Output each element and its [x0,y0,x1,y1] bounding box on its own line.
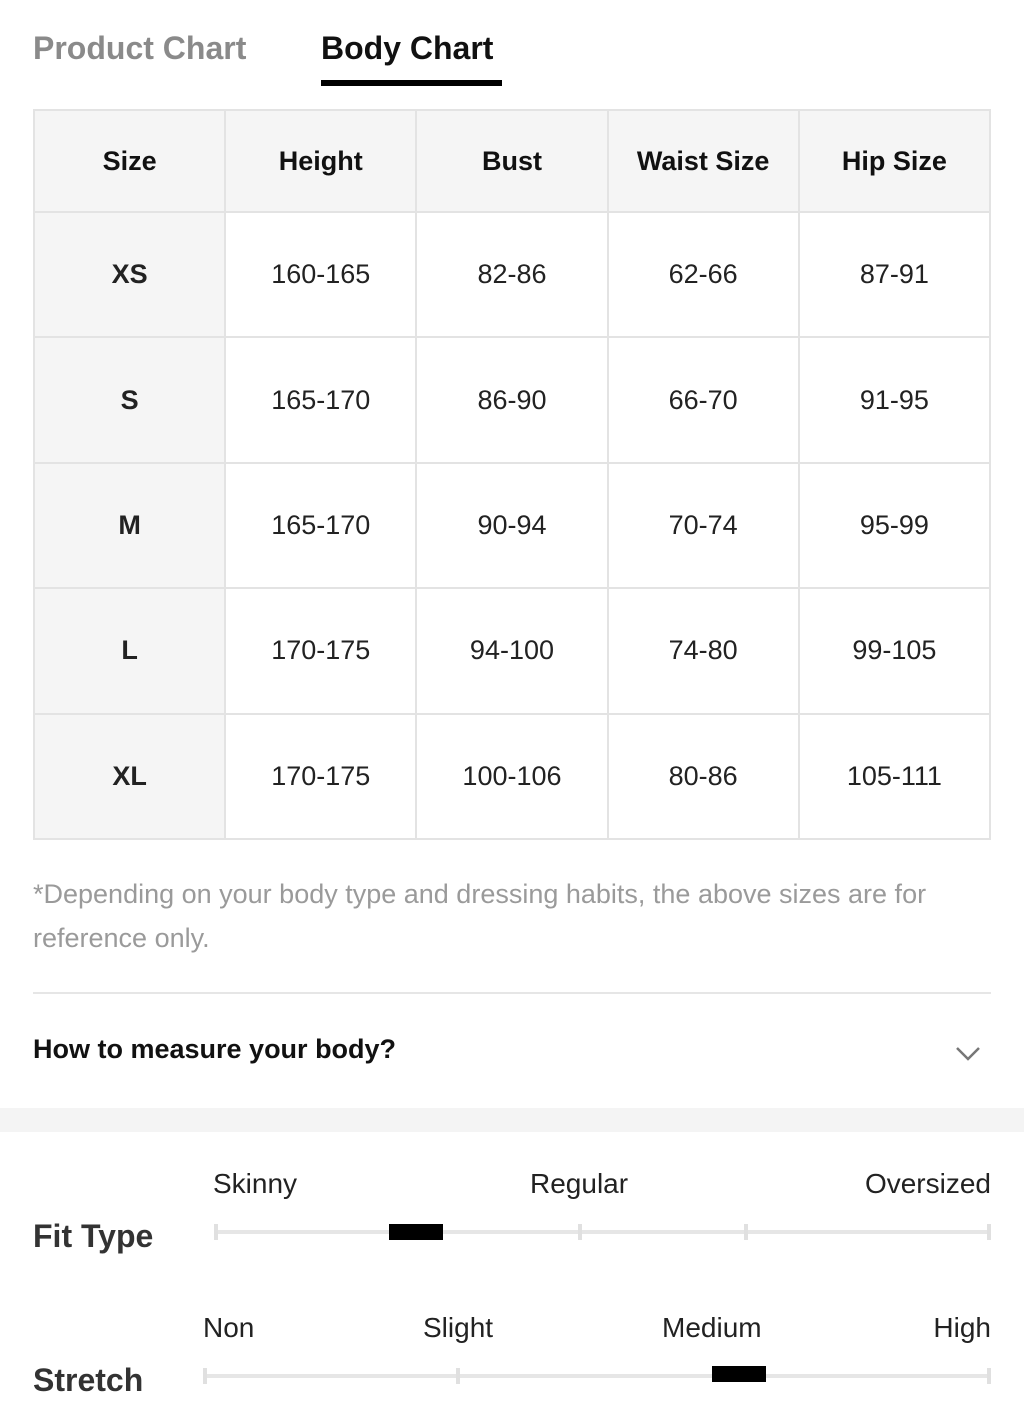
header-size: Size [34,110,225,212]
height-cell: 160-165 [225,212,416,337]
chevron-down-icon [953,1038,983,1068]
table-row [34,212,990,337]
tab-body-chart[interactable]: Body Chart [321,30,494,66]
bust-cell: 90-94 [416,463,607,588]
stretch-scale [33,1312,991,1422]
bust-cell: 86-90 [416,337,607,462]
hip-cell: 99-105 [799,588,990,713]
stretch-tick [987,1368,991,1384]
header-bust: Bust [416,110,607,212]
size-cell: XS [34,212,225,337]
height-cell: 165-170 [225,463,416,588]
fit-label-regular: Regular [530,1168,629,1199]
size-cell: S [34,337,225,462]
body-size-table [33,109,991,840]
fit-type-scale [33,1168,991,1278]
fit-tick [214,1224,218,1240]
hip-cell: 95-99 [799,463,990,588]
size-reference-note: *Depending on your body type and dressing habits, the above sizes are for reference only. [33,879,927,953]
how-to-measure-toggle[interactable] [33,1020,991,1084]
table-header-row [34,110,990,212]
fit-tick [987,1224,991,1240]
fit-type-track [214,1230,991,1234]
bust-cell: 82-86 [416,212,607,337]
header-hip-size: Hip Size [799,110,990,212]
section-divider [33,992,991,994]
fit-label-oversized: Oversized [864,1168,991,1199]
waist-cell: 74-80 [608,588,799,713]
chart-tabs [33,22,993,88]
stretch-track [203,1374,991,1378]
section-separator-band [0,1108,1024,1132]
waist-cell: 70-74 [608,463,799,588]
hip-cell: 87-91 [799,212,990,337]
fit-type-title: Fit Type [33,1218,154,1254]
active-tab-underline [321,80,502,86]
stretch-tick [456,1368,460,1384]
bust-cell: 100-106 [416,714,607,839]
fit-type-indicator [389,1224,443,1240]
fit-tick [578,1224,582,1240]
table-row [34,463,990,588]
table-row [34,714,990,839]
size-cell: L [34,588,225,713]
stretch-label-high: High [933,1312,991,1343]
height-cell: 170-175 [225,714,416,839]
size-cell: XL [34,714,225,839]
stretch-title: Stretch [33,1362,144,1398]
fit-tick [744,1224,748,1240]
how-to-measure-title: How to measure your body? [33,1034,397,1064]
stretch-indicator [712,1366,766,1382]
fit-label-skinny: Skinny [213,1168,298,1199]
header-waist-size: Waist Size [608,110,799,212]
hip-cell: 91-95 [799,337,990,462]
waist-cell: 80-86 [608,714,799,839]
size-cell: M [34,463,225,588]
stretch-tick [203,1368,207,1384]
waist-cell: 62-66 [608,212,799,337]
bust-cell: 94-100 [416,588,607,713]
hip-cell: 105-111 [799,714,990,839]
height-cell: 170-175 [225,588,416,713]
header-height: Height [225,110,416,212]
table-row [34,588,990,713]
stretch-label-non: Non [203,1312,255,1343]
height-cell: 165-170 [225,337,416,462]
tab-product-chart[interactable]: Product Chart [33,30,247,66]
table-row [34,337,990,462]
stretch-label-medium: Medium [662,1312,762,1343]
waist-cell: 66-70 [608,337,799,462]
stretch-label-slight: Slight [423,1312,494,1343]
